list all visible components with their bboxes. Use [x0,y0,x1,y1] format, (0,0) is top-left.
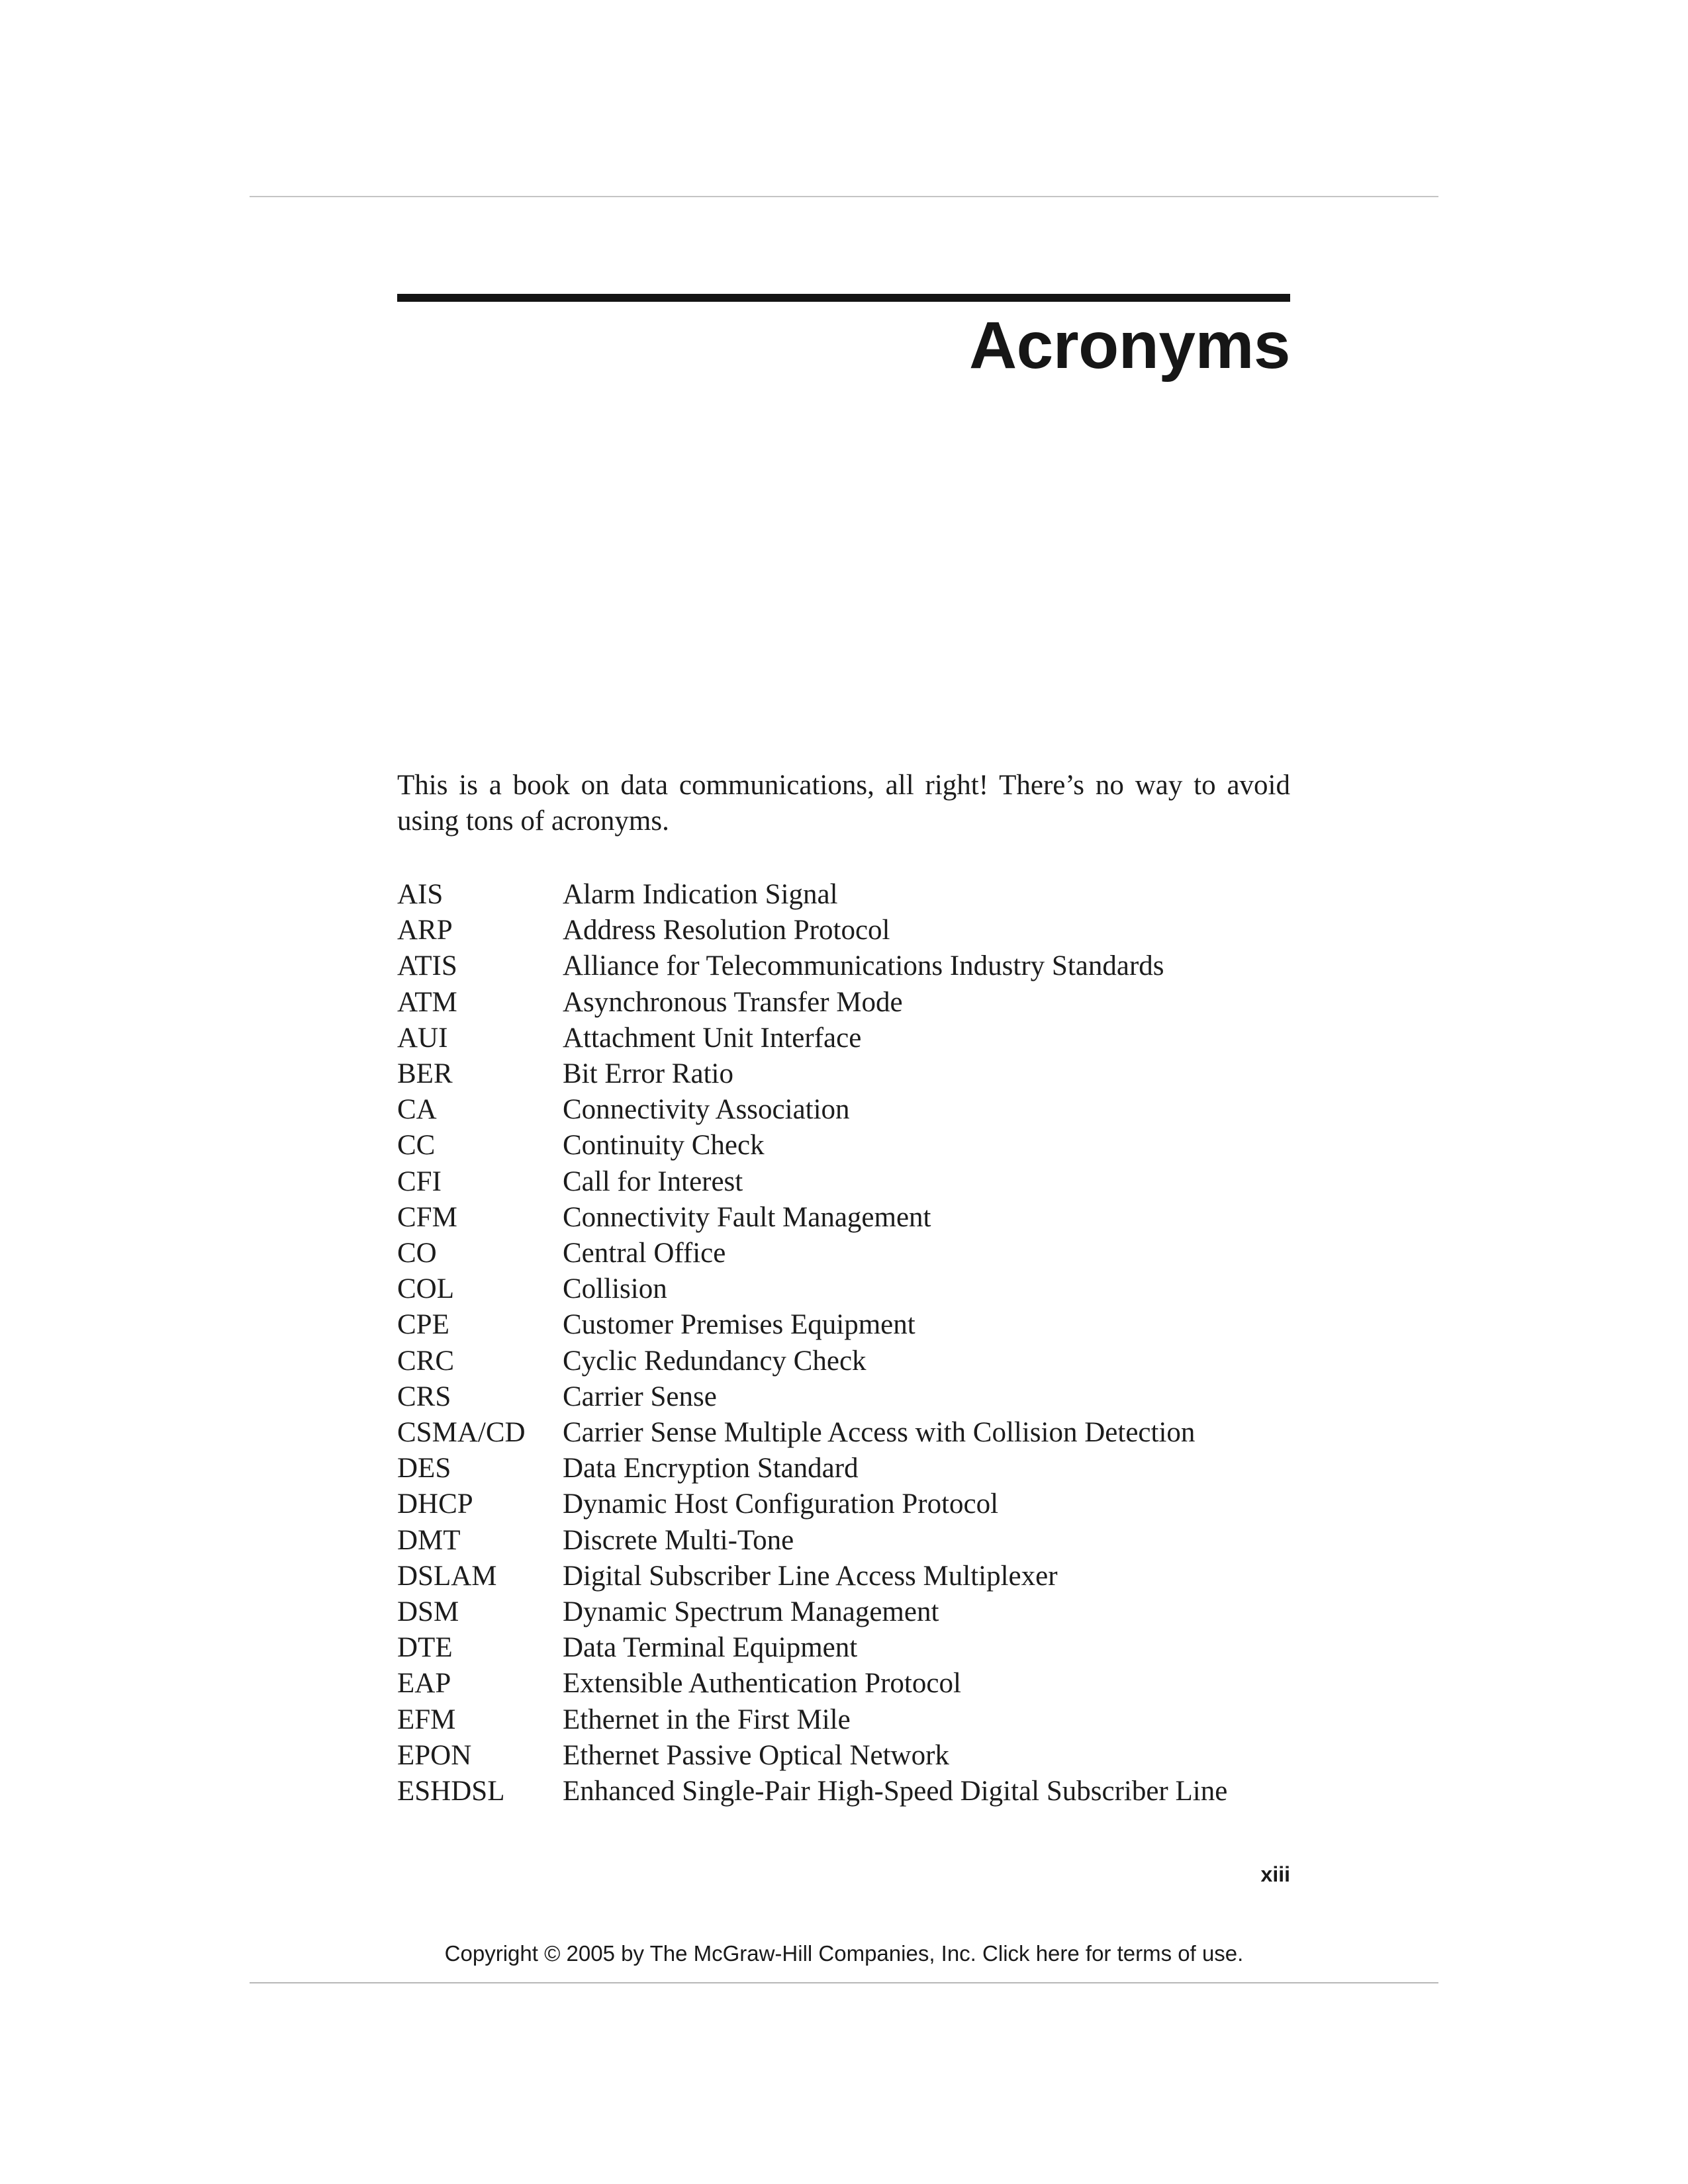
intro-paragraph: This is a book on data communications, all right! There’s no way to avoid using tons of acronyms. [397,770,1290,837]
acronym-definition: Carrier Sense Multiple Access with Collision Detection [563,1417,1196,1449]
page-title: Acronyms [968,308,1290,383]
acronym-row [397,913,1311,948]
acronym-abbreviation: CPE [397,1309,449,1341]
acronym-definition: Connectivity Association [563,1094,850,1126]
acronym-abbreviation: EPON [397,1739,472,1771]
header-divider [250,196,1438,197]
acronym-definition: Alarm Indication Signal [563,879,838,910]
acronym-abbreviation: AUI [397,1022,448,1054]
acronym-definition: Data Encryption Standard [563,1453,859,1484]
acronym-definition: Bit Error Ratio [563,1058,733,1090]
acronym-abbreviation: CRC [397,1345,455,1377]
acronym-definition: Continuity Check [563,1130,765,1161]
acronym-definition: Discrete Multi-Tone [563,1524,794,1556]
acronym-row [397,1164,1311,1200]
acronym-abbreviation: CO [397,1238,437,1269]
acronym-row [397,877,1311,913]
acronym-definition: Enhanced Single-Pair High-Speed Digital Subscriber Line [563,1776,1228,1807]
footer-divider [250,1982,1438,1983]
acronym-abbreviation: DTE [397,1632,453,1664]
acronym-definition: Call for Interest [563,1165,743,1197]
acronym-abbreviation: CRS [397,1381,451,1412]
acronym-definition: Alliance for Telecommunications Industry Standards [563,950,1164,982]
acronym-definition: Ethernet in the First Mile [563,1704,851,1735]
acronym-row [397,948,1311,984]
acronym-row [397,1343,1311,1379]
acronym-row [397,1666,1311,1702]
copyright-notice [250,1939,1438,1968]
acronym-abbreviation: ATIS [397,950,457,982]
title-rule [397,294,1290,302]
acronym-definition: Attachment Unit Interface [563,1022,862,1054]
acronym-abbreviation: DSM [397,1596,459,1628]
acronym-definition: Digital Subscriber Line Access Multiplexer [563,1560,1058,1592]
acronym-row [397,1486,1311,1522]
acronym-row [397,1128,1311,1163]
acronym-abbreviation: CA [397,1094,437,1126]
acronym-definition: Asynchronous Transfer Mode [563,986,903,1018]
acronym-abbreviation: COL [397,1273,454,1305]
acronym-definition: Connectivity Fault Management [563,1201,931,1233]
copyright-text: Copyright © 2005 by The McGraw-Hill Companies, Inc. [444,1941,976,1966]
acronym-definition: Customer Premises Equipment [563,1309,915,1341]
acronym-row [397,1594,1311,1630]
acronym-abbreviation: ARP [397,915,453,946]
acronym-abbreviation: CSMA/CD [397,1417,526,1449]
acronym-row [397,1559,1311,1594]
acronym-row [397,1415,1311,1451]
acronym-row [397,1738,1311,1774]
acronym-definition: Data Terminal Equipment [563,1632,858,1664]
page-number: xiii [1260,1862,1290,1886]
acronym-definition: Address Resolution Protocol [563,915,890,946]
acronym-abbreviation: EAP [397,1668,451,1700]
acronym-abbreviation: CFI [397,1165,442,1197]
acronym-abbreviation: AIS [397,879,444,910]
acronym-row [397,1702,1311,1738]
acronym-definition: Carrier Sense [563,1381,717,1412]
acronym-abbreviation: DHCP [397,1488,473,1520]
acronym-row [397,1451,1311,1486]
acronym-row [397,1523,1311,1559]
terms-of-use-link[interactable]: Click here for terms of use. [982,1941,1244,1966]
acronym-abbreviation: CC [397,1130,436,1161]
acronym-row [397,1092,1311,1128]
acronym-abbreviation: EFM [397,1704,456,1735]
acronym-abbreviation: DMT [397,1524,461,1556]
acronym-definition: Ethernet Passive Optical Network [563,1739,949,1771]
acronym-list [397,877,1311,1809]
acronym-row [397,1630,1311,1666]
acronym-row [397,1774,1311,1809]
acronym-row [397,1021,1311,1056]
acronym-definition: Collision [563,1273,667,1305]
acronym-definition: Cyclic Redundancy Check [563,1345,867,1377]
acronym-row [397,1236,1311,1271]
acronym-abbreviation: ATM [397,986,457,1018]
acronym-row [397,985,1311,1021]
acronym-abbreviation: DSLAM [397,1560,497,1592]
acronym-abbreviation: BER [397,1058,453,1090]
acronym-abbreviation: DES [397,1453,451,1484]
acronym-row [397,1271,1311,1307]
acronym-row [397,1307,1311,1343]
acronym-abbreviation: ESHDSL [397,1776,505,1807]
acronym-definition: Extensible Authentication Protocol [563,1668,961,1700]
acronym-row [397,1379,1311,1415]
acronym-definition: Dynamic Host Configuration Protocol [563,1488,999,1520]
acronym-abbreviation: CFM [397,1201,457,1233]
acronym-definition: Dynamic Spectrum Management [563,1596,939,1628]
acronym-definition: Central Office [563,1238,726,1269]
acronym-row [397,1056,1311,1092]
acronym-row [397,1200,1311,1236]
